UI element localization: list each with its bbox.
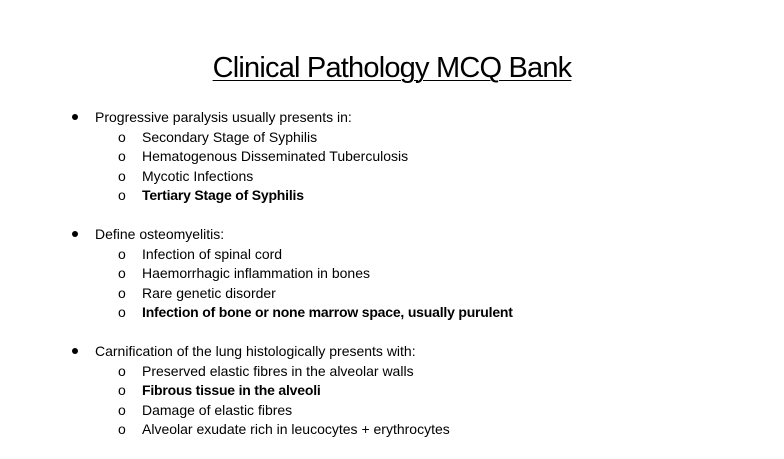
circle-bullet-icon: o [118,187,126,203]
question-list [0,108,784,459]
answer-option [0,401,784,421]
question-text: Carnification of the lung histologically presents with: [95,343,416,359]
question-line [0,108,784,128]
circle-bullet-icon: o [118,128,126,145]
answer-option [0,128,784,148]
option-text: Damage of elastic fibres [142,401,293,418]
correct-answer-option [0,381,784,401]
circle-bullet-icon: o [118,167,126,184]
option-text: Infection of spinal cord [142,245,283,262]
bullet-icon [72,114,78,120]
answer-option [0,420,784,440]
answer-option [0,284,784,304]
circle-bullet-icon: o [118,401,126,418]
circle-bullet-icon: o [118,265,126,281]
option-text: Haemorrhagic inflammation in bones [142,265,370,281]
bullet-icon [72,348,78,354]
option-text: Tertiary Stage of Syphilis [142,187,304,203]
page-title: Clinical Pathology MCQ Bank [212,52,572,84]
option-text: Mycotic Infections [142,167,254,184]
circle-bullet-icon: o [118,421,126,437]
question-text: Progressive paralysis usually presents in: [95,109,352,125]
question-item [0,108,784,206]
correct-answer-option [0,186,784,206]
answer-option [0,167,784,187]
bullet-icon [72,231,78,237]
answer-option [0,362,784,382]
option-text: Secondary Stage of Syphilis [142,128,318,145]
question-text: Define osteomyelitis: [95,226,225,242]
circle-bullet-icon: o [118,284,126,301]
question-item [0,342,784,440]
correct-answer-option [0,303,784,323]
circle-bullet-icon: o [118,245,126,262]
option-text: Fibrous tissue in the alveoli [142,382,321,398]
answer-option [0,245,784,265]
question-line [0,225,784,245]
answer-option [0,264,784,284]
question-item [0,225,784,323]
option-text: Rare genetic disorder [142,284,276,301]
option-text: Preserved elastic fibres in the alveolar walls [142,362,414,379]
circle-bullet-icon: o [118,382,126,398]
circle-bullet-icon: o [118,148,126,164]
circle-bullet-icon: o [118,304,126,320]
question-line [0,342,784,362]
circle-bullet-icon: o [118,362,126,379]
option-text: Alveolar exudate rich in leucocytes + erythrocytes [142,421,450,437]
answer-option [0,147,784,167]
option-text: Infection of bone or none marrow space, usually purulent [142,304,513,320]
option-text: Hematogenous Disseminated Tuberculosis [142,148,409,164]
